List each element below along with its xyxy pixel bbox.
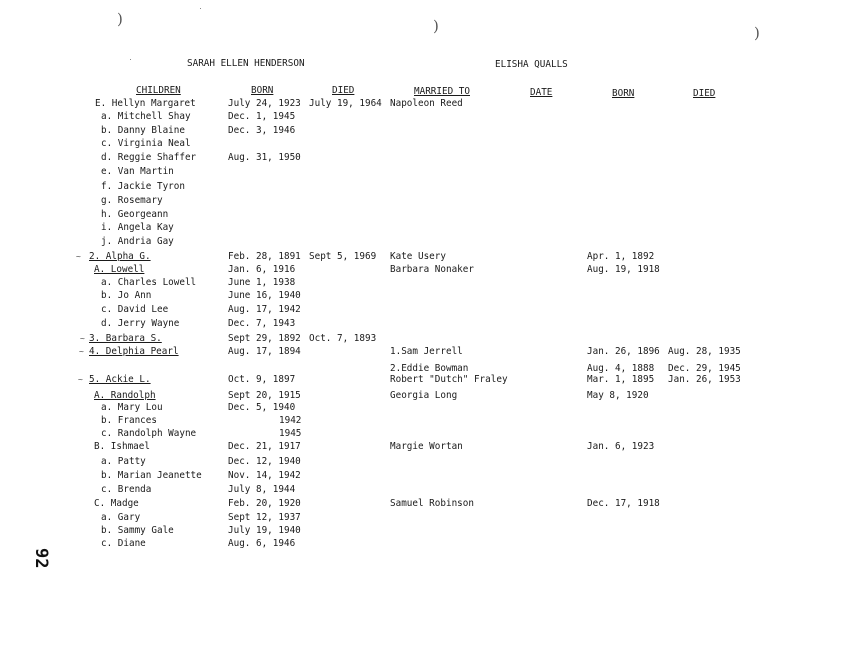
child-name: b. Frances [101, 415, 157, 426]
child-born: Dec. 7, 1943 [228, 318, 296, 329]
child-born: Sept 29, 1892 [228, 333, 301, 344]
child-name: a. Patty [101, 456, 146, 467]
col-died: DIED [332, 85, 355, 96]
child-name: 3. Barbara S. [89, 333, 162, 344]
child-born: July 24, 1923 [228, 98, 301, 109]
child-born: 1945 [279, 428, 302, 439]
child-born: June 16, 1940 [228, 290, 301, 301]
spouse-died: Aug. 28, 1935 [668, 346, 741, 357]
child-name: a. Charles Lowell [101, 277, 197, 288]
child-born: Feb. 20, 1920 [228, 498, 301, 509]
child-name: B. Ishmael [94, 441, 150, 452]
child-name: e. Van Martin [101, 166, 174, 177]
child-died: Sept 5, 1969 [309, 251, 377, 262]
child-name: b. Danny Blaine [101, 125, 185, 136]
child-name: f. Jackie Tyron [101, 181, 185, 192]
margin-page-number: 92 [31, 548, 51, 569]
spouse-name: 2.Eddie Bowman [390, 363, 469, 374]
child-name: g. Rosemary [101, 195, 163, 206]
child-born: Sept 20, 1915 [228, 390, 301, 401]
spouse-born: Jan. 26, 1896 [587, 346, 660, 357]
child-died: Oct. 7, 1893 [309, 333, 377, 344]
col-spouse-born: BORN [612, 88, 635, 99]
child-born: 1942 [279, 415, 302, 426]
child-name: a. Mary Lou [101, 402, 163, 413]
spouse-name: 1.Sam Jerrell [390, 346, 463, 357]
child-name: c. David Lee [101, 304, 169, 315]
child-name: A. Randolph [94, 390, 156, 401]
col-spouse-died: DIED [693, 88, 716, 99]
spouse-born: Mar. 1, 1895 [587, 374, 655, 385]
child-born: Dec. 1, 1945 [228, 111, 296, 122]
child-name: 4. Delphia Pearl [89, 346, 179, 357]
child-born: Feb. 28, 1891 [228, 251, 301, 262]
child-name: d. Jerry Wayne [101, 318, 180, 329]
spouse-name: Robert "Dutch" Fraley [390, 374, 508, 385]
scan-mark: ) [433, 17, 439, 35]
child-name: d. Reggie Shaffer [101, 152, 197, 163]
spouse-name: Margie Wortan [390, 441, 463, 452]
child-name: j. Andria Gay [101, 236, 174, 247]
spouse-born: Apr. 1, 1892 [587, 251, 655, 262]
tick-mark: ~ [78, 375, 83, 384]
child-name: h. Georgeann [101, 209, 169, 220]
spouse-name: Georgia Long [390, 390, 458, 401]
child-born: July 19, 1940 [228, 525, 301, 536]
tick-mark: ~ [79, 347, 84, 356]
child-name: c. Virginia Neal [101, 138, 191, 149]
spouse-born: Aug. 19, 1918 [587, 264, 660, 275]
child-name: E. Hellyn Margaret [95, 98, 196, 109]
child-name: i. Angela Kay [101, 222, 174, 233]
child-name: c. Diane [101, 538, 146, 549]
child-born: Dec. 21, 1917 [228, 441, 301, 452]
scan-mark: ) [117, 10, 123, 28]
child-born: July 8, 1944 [228, 484, 296, 495]
spouse-name: Barbara Nonaker [390, 264, 474, 275]
col-date: DATE [530, 87, 553, 98]
tick-mark: ~ [80, 334, 85, 343]
child-born: Sept 12, 1937 [228, 512, 301, 523]
col-married-to: MARRIED TO [414, 86, 470, 97]
spouse-born: Dec. 17, 1918 [587, 498, 660, 509]
spouse-name: Samuel Robinson [390, 498, 474, 509]
spouse-born: May 8, 1920 [587, 390, 649, 401]
child-name: a. Gary [101, 512, 141, 523]
wife-name: SARAH ELLEN HENDERSON [187, 58, 305, 69]
child-born: Aug. 6, 1946 [228, 538, 296, 549]
child-born: Oct. 9, 1897 [228, 374, 296, 385]
col-born: BORN [251, 85, 274, 96]
child-name: 2. Alpha G. [89, 251, 151, 262]
child-born: Aug. 17, 1942 [228, 304, 301, 315]
child-name: c. Brenda [101, 484, 152, 495]
spouse-born: Aug. 4, 1888 [587, 363, 655, 374]
husband-name: ELISHA QUALLS [495, 59, 568, 70]
spouse-died: Dec. 29, 1945 [668, 363, 741, 374]
child-born: Jan. 6, 1916 [228, 264, 296, 275]
child-born: Aug. 31, 1950 [228, 152, 301, 163]
child-name: A. Lowell [94, 264, 145, 275]
spouse-born: Jan. 6, 1923 [587, 441, 655, 452]
child-born: Aug. 17, 1894 [228, 346, 301, 357]
child-name: a. Mitchell Shay [101, 111, 191, 122]
child-name: b. Marian Jeanette [101, 470, 202, 481]
spouse-name: Napoleon Reed [390, 98, 463, 109]
child-name: c. Randolph Wayne [101, 428, 197, 439]
child-name: C. Madge [94, 498, 139, 509]
child-died: July 19, 1964 [309, 98, 382, 109]
child-name: b. Jo Ann [101, 290, 152, 301]
child-name: 5. Ackie L. [89, 374, 151, 385]
child-name: b. Sammy Gale [101, 525, 174, 536]
child-born: Dec. 3, 1946 [228, 125, 296, 136]
child-born: June 1, 1938 [228, 277, 296, 288]
child-born: Nov. 14, 1942 [228, 470, 301, 481]
spouse-name: Kate Usery [390, 251, 446, 262]
child-born: Dec. 12, 1940 [228, 456, 301, 467]
tick-mark: ~ [76, 252, 81, 261]
child-born: Dec. 5, 1940 [228, 402, 296, 413]
col-children: CHILDREN [136, 85, 181, 96]
scan-mark: ) [754, 24, 760, 42]
spouse-died: Jan. 26, 1953 [668, 374, 741, 385]
